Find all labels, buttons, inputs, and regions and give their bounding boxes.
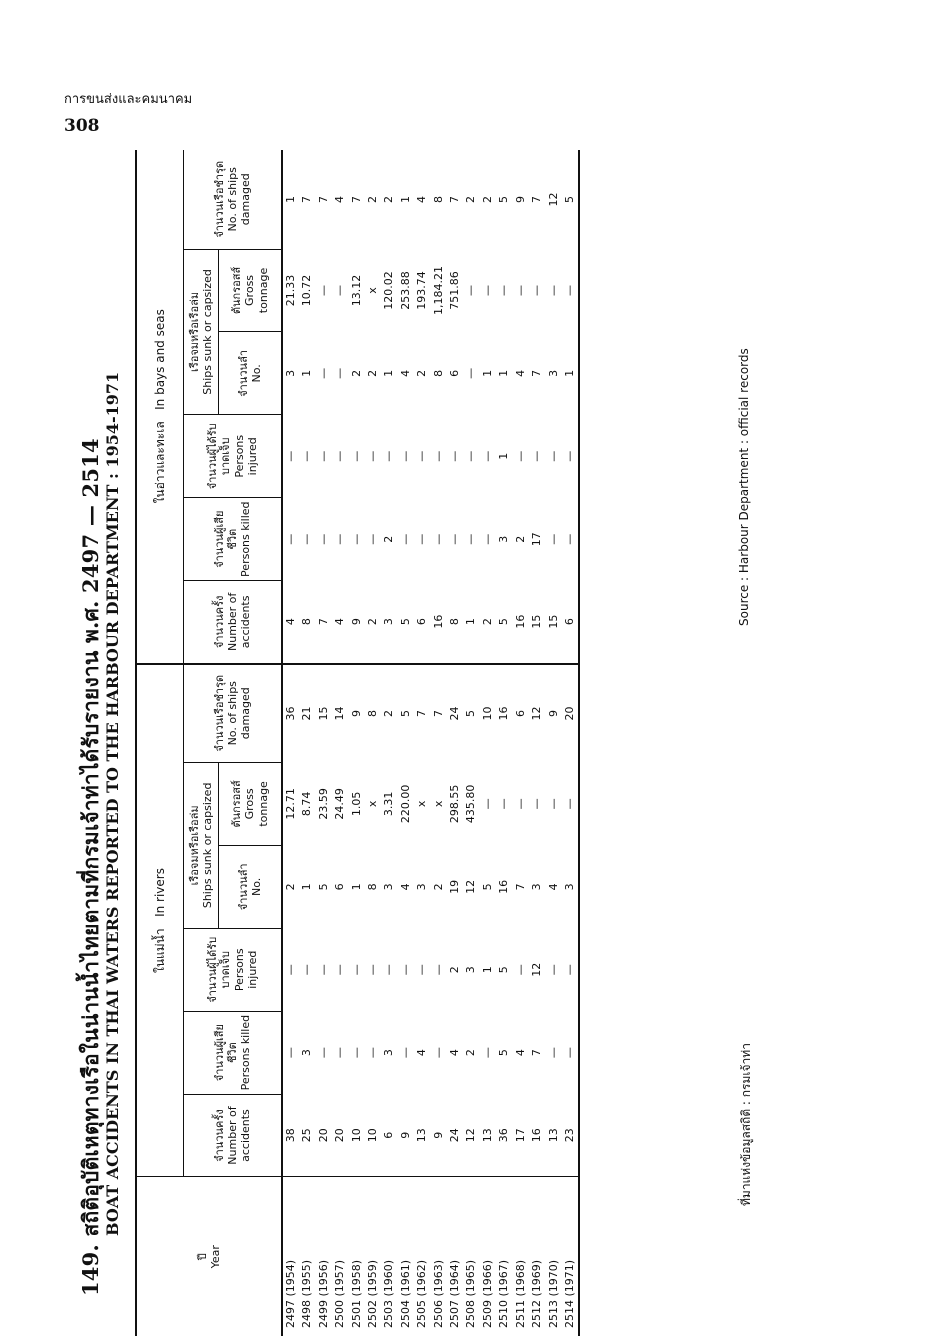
rivers-cell: 435.80 [464, 784, 478, 824]
seas-cell: 1 [398, 196, 412, 204]
year-cell: 2498 (1955) [300, 1259, 314, 1328]
seas-cell: 3 [546, 369, 560, 377]
table-row [463, 150, 479, 1336]
seas-cell: 17 [530, 532, 544, 547]
group-seas-header: ในอ่าวและทะเล In bays and seas [136, 150, 184, 664]
rivers-cell: — [382, 964, 396, 976]
rivers-cell: — [431, 1047, 445, 1059]
rivers-cell: — [316, 1047, 330, 1059]
seas-cell: — [284, 533, 297, 545]
seas-cell: — [333, 367, 347, 379]
rivers-cell: 8 [366, 883, 380, 891]
rivers-cell: 16 [497, 706, 511, 721]
seas-cell: 15 [529, 581, 545, 664]
rivers-cell: 3 [530, 883, 544, 891]
table-row [447, 150, 463, 1336]
rivers-cell: 25 [299, 1094, 315, 1177]
group-rivers-header: ในแม่น้ำ In rivers [136, 664, 184, 1177]
seas-cell: — [316, 450, 330, 462]
rivers-cell: 10 [480, 706, 494, 721]
seas-cell: 15 [546, 581, 562, 664]
rivers-cell: — [546, 964, 560, 976]
seas-cell: 4 [398, 369, 412, 377]
seas-cell: 1 [480, 369, 494, 377]
table-row [431, 150, 447, 1336]
rivers-cell: 12 [530, 706, 544, 721]
seas-cell: 2 [480, 196, 494, 204]
table-body [282, 150, 579, 1336]
rivers-cell: — [366, 964, 380, 976]
rivers-cell: — [398, 1047, 412, 1059]
rivers-sunk-no-header: จำนวนลำ No. [219, 845, 283, 928]
rivers-cell: 5 [464, 710, 478, 717]
seas-cell: — [464, 533, 478, 545]
seas-cell: — [316, 533, 330, 545]
seas-cell: 2 [415, 369, 429, 377]
rivers-cell: — [546, 798, 560, 810]
seas-cell: 6 [414, 581, 430, 664]
seas-cell: 16 [513, 581, 529, 664]
year-cell: 2503 (1960) [382, 1259, 396, 1328]
seas-damaged-header: จำนวนเรือชำรุด No. of ships damaged [184, 150, 283, 249]
seas-cell: 4 [415, 196, 429, 204]
running-head: การขนส่งและคมนาคม [64, 92, 193, 107]
rivers-cell: — [546, 1047, 560, 1059]
rivers-cell: 4 [448, 1049, 462, 1057]
seas-cell: 9 [513, 196, 527, 204]
table-row [546, 150, 562, 1336]
rivers-cell: — [316, 964, 330, 976]
seas-cell: 2 [366, 196, 380, 204]
seas-cell: — [300, 533, 314, 545]
rivers-cell: 20 [562, 706, 576, 721]
seas-cell: 12 [546, 192, 560, 207]
seas-cell: 3 [497, 535, 511, 543]
rivers-cell: — [480, 798, 494, 810]
seas-cell: 1 [300, 369, 314, 377]
rivers-cell: 5 [497, 966, 511, 974]
seas-cell: 751.86 [448, 271, 462, 310]
rivers-cell: 2 [431, 883, 445, 891]
seas-cell: 7 [316, 581, 332, 664]
year-header: ปี Year [136, 1177, 282, 1336]
seas-cell: 3 [381, 581, 397, 664]
seas-cell: 7 [530, 196, 544, 204]
seas-cell: — [562, 284, 576, 296]
seas-cell: — [333, 284, 347, 296]
rivers-cell: 1 [349, 883, 363, 891]
seas-cell: — [448, 533, 462, 545]
title-thai: 149. สถิติอุบัติเหตุทางเรือในน่านน้ำไทยตามที่กรมเจ้าท่าได้รับรายงาน พ.ศ. 2497 — 2514 [78, 438, 103, 1296]
rivers-cell: 16 [529, 1094, 545, 1177]
year-cell: 2507 (1964) [448, 1259, 462, 1328]
rivers-cell: 36 [284, 706, 297, 721]
rivers-cell: 5 [497, 1049, 511, 1057]
rivers-cell: 8 [366, 710, 380, 717]
seas-cell: — [349, 533, 363, 545]
rivers-cell: 4 [415, 1049, 429, 1057]
seas-cell: — [431, 533, 445, 545]
year-cell: 2504 (1961) [398, 1259, 412, 1328]
seas-cell: — [464, 450, 478, 462]
year-cell: 2505 (1962) [415, 1259, 429, 1328]
table-row [282, 150, 299, 1336]
rivers-cell: 16 [497, 879, 511, 894]
year-cell: 2509 (1966) [480, 1259, 494, 1328]
rivers-injured-header: จำนวนผู้ได้รับบาดเจ็บ Persons injured [184, 928, 283, 1011]
seas-cell: — [349, 450, 363, 462]
seas-cell: 7 [300, 196, 314, 204]
rivers-cell: 9 [349, 710, 363, 717]
seas-cell: 9 [349, 581, 365, 664]
table-row [513, 150, 529, 1336]
seas-cell: 2 [382, 196, 396, 204]
seas-cell: 1 [382, 369, 396, 377]
seas-cell: — [316, 284, 330, 296]
year-cell: 2497 (1954) [284, 1259, 297, 1328]
rivers-cell: — [415, 964, 429, 976]
rivers-cell: 3 [382, 883, 396, 891]
table-row [332, 150, 348, 1336]
seas-cell: 8 [431, 369, 445, 377]
table-row [398, 150, 414, 1336]
rivers-cell: 7 [415, 710, 429, 717]
seas-cell: 4 [513, 369, 527, 377]
rivers-cell: — [562, 964, 576, 976]
title-english: BOAT ACCIDENTS IN THAI WATERS REPORTED TO THE HARBOUR DEPARTMENT : 1954-1971 [103, 371, 122, 1236]
rivers-killed-header: จำนวนผู้เสียชีวิต Persons killed [184, 1011, 283, 1094]
seas-cell: 7 [316, 196, 330, 204]
seas-cell: — [333, 450, 347, 462]
year-cell: 2501 (1958) [349, 1259, 363, 1328]
seas-cell: 1 [497, 452, 511, 460]
rivers-cell: — [284, 964, 297, 976]
seas-cell: — [562, 533, 576, 545]
table-row [480, 150, 496, 1336]
seas-cell: 3 [284, 369, 297, 377]
rivers-cell: 12 [464, 879, 478, 894]
rivers-cell: 13 [414, 1094, 430, 1177]
rivers-cell: — [349, 964, 363, 976]
seas-cell: — [316, 367, 330, 379]
rivers-cell: — [333, 1047, 347, 1059]
rivers-damaged-header: จำนวนเรือชำรุด No. of ships damaged [184, 664, 283, 763]
seas-cell: — [300, 450, 314, 462]
page-number: 308 [64, 116, 100, 136]
rivers-cell: 3 [562, 883, 576, 891]
year-cell: 2506 (1963) [431, 1259, 445, 1328]
rivers-cell: 3 [382, 1049, 396, 1057]
year-cell: 2500 (1957) [333, 1259, 347, 1328]
seas-cell: 2 [513, 535, 527, 543]
seas-cell: — [497, 284, 511, 296]
seas-cell: — [398, 450, 412, 462]
rivers-cell: — [431, 964, 445, 976]
rivers-cell: x [415, 800, 429, 808]
seas-cell: — [513, 450, 527, 462]
seas-cell: — [333, 533, 347, 545]
rivers-cell: 24.49 [333, 788, 347, 820]
table-row [316, 150, 332, 1336]
table-row [349, 150, 365, 1336]
seas-cell: — [398, 533, 412, 545]
seas-cell: — [546, 284, 560, 296]
seas-cell: 5 [398, 581, 414, 664]
table-row [529, 150, 545, 1336]
rivers-cell: 4 [398, 883, 412, 891]
rivers-cell: 7 [530, 1049, 544, 1057]
seas-cell: 1 [562, 369, 576, 377]
rivers-cell: 3.31 [382, 791, 396, 817]
seas-cell: 5 [497, 196, 511, 204]
rivers-cell: 20 [332, 1094, 348, 1177]
rivers-cell: x [366, 800, 380, 808]
rivers-cell: 14 [333, 706, 347, 721]
seas-cell: 1 [497, 369, 511, 377]
rivers-cell: 4 [546, 883, 560, 891]
rivers-cell: 6 [333, 883, 347, 891]
rivers-cell: 23.59 [316, 788, 330, 820]
rivers-cell: — [530, 798, 544, 810]
rivers-cell: — [333, 964, 347, 976]
seas-cell: — [546, 450, 560, 462]
seas-cell: 8 [299, 581, 315, 664]
seas-cell: — [431, 450, 445, 462]
year-cell: 2513 (1970) [546, 1259, 560, 1328]
seas-accidents-header: จำนวนครั้ง Number of accidents [184, 581, 283, 664]
seas-injured-header: จำนวนผู้ได้รับบาดเจ็บ Persons injured [184, 415, 283, 498]
seas-cell: — [513, 284, 527, 296]
rivers-cell: 1 [300, 883, 314, 891]
year-cell: 2502 (1959) [366, 1259, 380, 1328]
rivers-cell: 10 [349, 1094, 365, 1177]
seas-cell: — [562, 450, 576, 462]
rivers-cell: 5 [316, 883, 330, 891]
rivers-cell: 1.05 [349, 791, 363, 817]
seas-cell: 2 [365, 581, 381, 664]
seas-killed-header: จำนวนผู้เสียชีวิต Persons killed [184, 498, 283, 581]
year-cell: 2508 (1965) [464, 1259, 478, 1328]
seas-sunk-no-header: จำนวนลำ No. [219, 332, 283, 415]
seas-cell: — [448, 450, 462, 462]
seas-cell: 2 [464, 196, 478, 204]
rivers-cell: 12 [463, 1094, 479, 1177]
rivers-cell: — [284, 1047, 297, 1059]
seas-cell: — [530, 284, 544, 296]
rivers-cell: 6 [513, 710, 527, 717]
seas-cell: 8 [431, 196, 445, 204]
seas-cell: 7 [349, 196, 363, 204]
seas-cell: — [464, 367, 478, 379]
rivers-cell: 3 [415, 883, 429, 891]
seas-cell: 5 [562, 196, 576, 204]
seas-cell: — [480, 284, 494, 296]
seas-cell: 16 [431, 581, 447, 664]
rivers-cell: — [562, 798, 576, 810]
seas-cell: 5 [496, 581, 512, 664]
seas-cell: 1 [463, 581, 479, 664]
rivers-cell: — [513, 798, 527, 810]
rivers-accidents-header: จำนวนครั้ง Number of accidents [184, 1094, 283, 1177]
seas-cell: 1,184.21 [431, 265, 445, 315]
rivers-cell: — [513, 964, 527, 976]
seas-cell: 120.02 [382, 271, 396, 310]
seas-sunk-tonnage-header: ตันกรอสส์ Gross tonnage [219, 249, 283, 332]
rivers-cell: 13 [480, 1094, 496, 1177]
rivers-cell: 5 [480, 883, 494, 891]
seas-cell: 13.12 [349, 274, 363, 307]
rivers-cell: 7 [513, 883, 527, 891]
rivers-cell: 10 [365, 1094, 381, 1177]
rivers-cell: 24 [447, 1094, 463, 1177]
rivers-cell: 9 [431, 1094, 447, 1177]
seas-cell: — [464, 284, 478, 296]
rivers-cell: — [562, 1047, 576, 1059]
seas-cell: — [480, 450, 494, 462]
seas-cell: — [530, 450, 544, 462]
rivers-cell: 9 [546, 710, 560, 717]
seas-cell: 8 [447, 581, 463, 664]
rivers-cell: 220.00 [398, 784, 412, 824]
rivers-cell: 12 [530, 962, 544, 977]
seas-cell: 2 [480, 581, 496, 664]
rivers-cell: 24 [448, 706, 462, 721]
seas-cell: 253.88 [398, 271, 412, 310]
rivers-cell: 15 [316, 706, 330, 721]
rivers-cell: — [349, 1047, 363, 1059]
seas-cell: 4 [333, 196, 347, 204]
seas-cell: — [546, 533, 560, 545]
rivers-cell: — [480, 1047, 494, 1059]
year-cell: 2510 (1967) [497, 1259, 511, 1328]
rivers-sunk-tonnage-header: ตันกรอสส์ Gross tonnage [219, 762, 283, 845]
rivers-cell: 8.74 [300, 791, 314, 817]
rivers-cell: — [497, 798, 511, 810]
rivers-cell: 7 [431, 710, 445, 717]
rivers-cell: 4 [513, 1049, 527, 1057]
rivers-cell: 17 [513, 1094, 529, 1177]
rivers-cell: — [366, 1047, 380, 1059]
year-cell: 2512 (1969) [530, 1259, 544, 1328]
rivers-cell: 21 [300, 706, 314, 721]
table-row [365, 150, 381, 1336]
rivers-cell: — [398, 964, 412, 976]
seas-cell: — [366, 533, 380, 545]
rivers-cell: 38 [282, 1094, 299, 1177]
rivers-cell: 23 [562, 1094, 579, 1177]
rivers-cell: — [300, 964, 314, 976]
seas-cell: 2 [366, 369, 380, 377]
seas-cell: 21.33 [284, 274, 297, 307]
seas-cell: 6 [448, 369, 462, 377]
rivers-cell: x [431, 800, 445, 808]
table-row [381, 150, 397, 1336]
seas-cell: 7 [530, 369, 544, 377]
rivers-cell: 2 [284, 883, 297, 891]
seas-cell: x [366, 287, 380, 294]
source-thai: ที่มาแห่งข้อมูลสถิติ : กรมเจ้าท่า [739, 1043, 753, 1206]
rivers-cell: 1 [480, 966, 494, 974]
rivers-cell: 3 [464, 966, 478, 974]
seas-cell: 2 [349, 369, 363, 377]
seas-cell: 7 [448, 196, 462, 204]
seas-cell: — [415, 533, 429, 545]
rivers-cell: 12.71 [284, 788, 297, 820]
rivers-cell: 5 [398, 710, 412, 717]
seas-cell: 4 [332, 581, 348, 664]
seas-cell: — [284, 450, 297, 462]
year-cell: 2499 (1956) [316, 1259, 330, 1328]
rivers-cell: 36 [496, 1094, 512, 1177]
seas-cell: 10.72 [300, 274, 314, 307]
rivers-cell: 19 [448, 879, 462, 894]
seas-cell: 6 [562, 581, 579, 664]
rivers-cell: 3 [300, 1049, 314, 1057]
source-english: Source : Harbour Department : official records [737, 348, 751, 626]
table-row [562, 150, 579, 1336]
table-row [414, 150, 430, 1336]
rivers-cell: 6 [381, 1094, 397, 1177]
seas-cell: 4 [282, 581, 299, 664]
rivers-cell: 2 [382, 710, 396, 717]
seas-cell: — [366, 450, 380, 462]
boat-accidents-table [135, 150, 580, 1336]
year-cell: 2511 (1968) [513, 1259, 527, 1328]
rivers-cell: 13 [546, 1094, 562, 1177]
rivers-cell: 20 [316, 1094, 332, 1177]
seas-sunk-header: เรือจมหรือเรือล่ม Ships sunk or capsized [184, 249, 219, 415]
year-cell: 2514 (1971) [562, 1259, 576, 1328]
rivers-cell: 2 [464, 1049, 478, 1057]
rotated-table-block [67, 150, 767, 1336]
rivers-sunk-header: เรือจมหรือเรือล่ม Ships sunk or capsized [184, 762, 219, 928]
table-row [496, 150, 512, 1336]
seas-cell: — [415, 450, 429, 462]
seas-cell: 193.74 [415, 271, 429, 310]
seas-cell: 1 [284, 196, 297, 204]
rivers-cell: 2 [448, 966, 462, 974]
rivers-cell: 9 [398, 1094, 414, 1177]
seas-cell: — [480, 533, 494, 545]
seas-cell: — [382, 450, 396, 462]
seas-cell: 2 [382, 535, 396, 543]
table-row [299, 150, 315, 1336]
rivers-cell: 298.55 [448, 784, 462, 824]
